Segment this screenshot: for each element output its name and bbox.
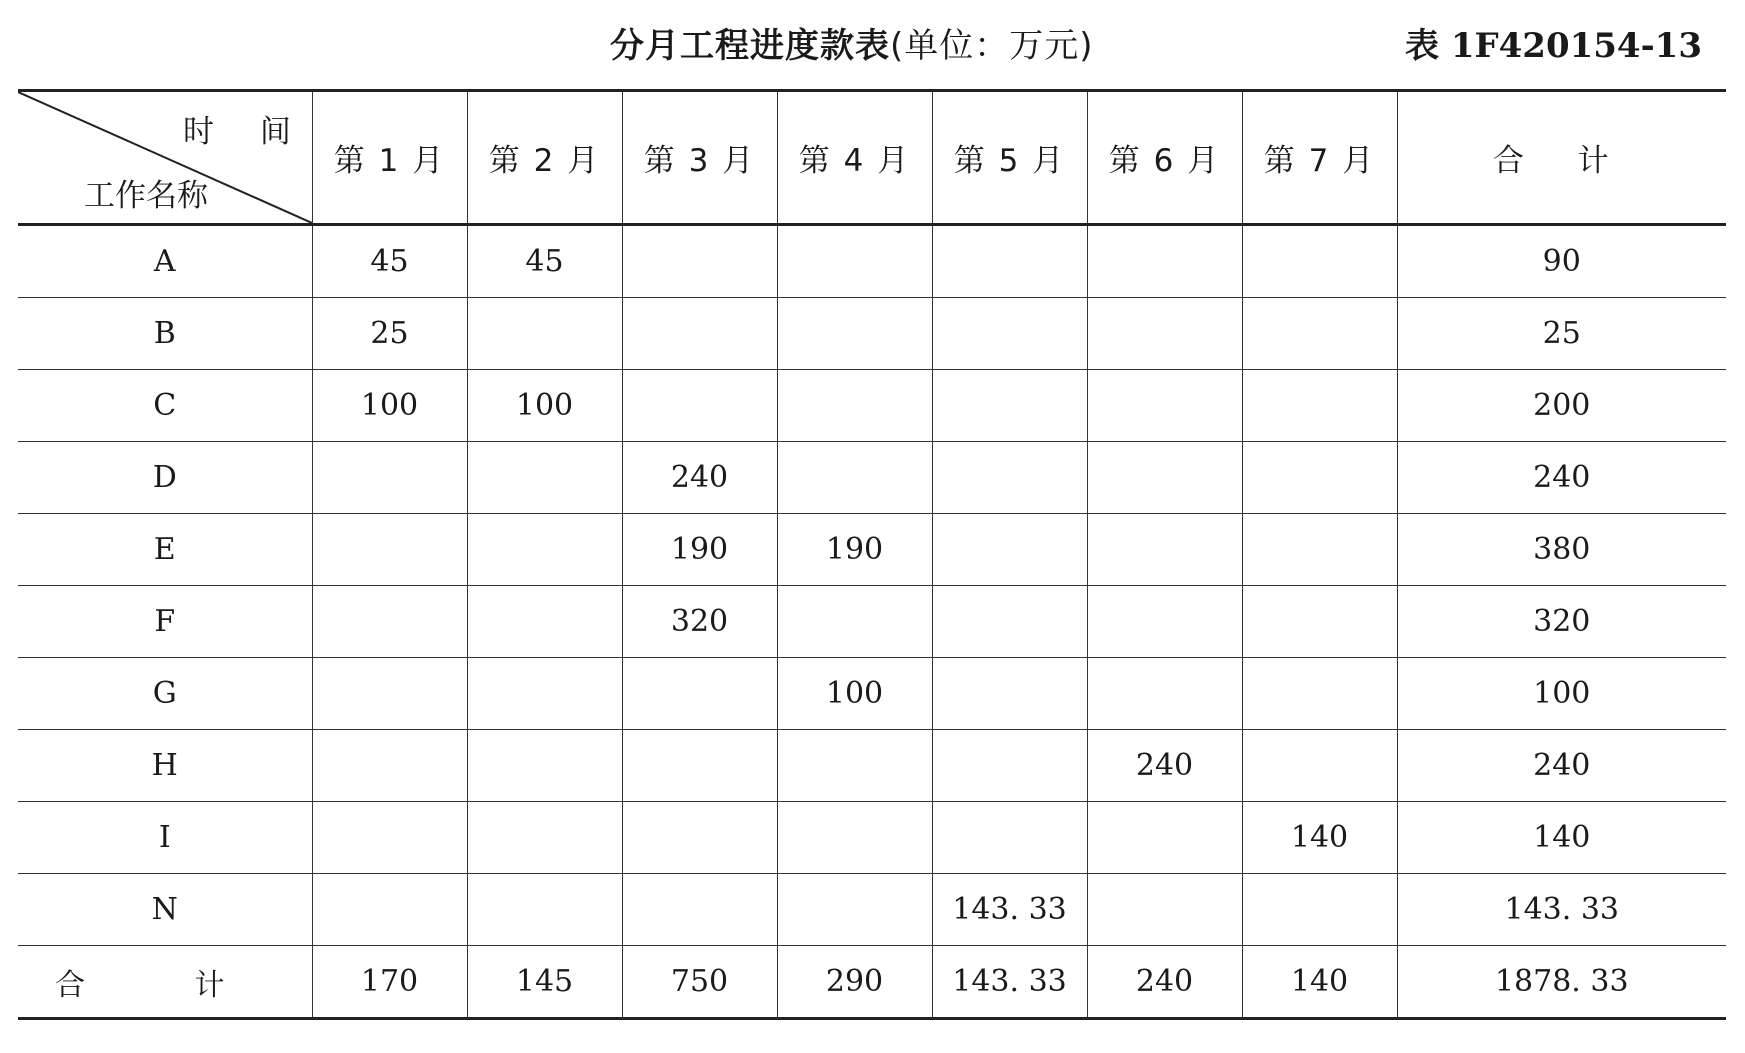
row-total-cell: 90 [1397, 225, 1726, 298]
amount-cell [1242, 225, 1397, 298]
amount-cell [932, 586, 1087, 658]
amount-cell [467, 802, 622, 874]
amount-cell: 320 [622, 586, 777, 658]
work-name-cell: B [18, 298, 312, 370]
amount-cell: 240 [1087, 730, 1242, 802]
row-total-cell: 25 [1397, 298, 1726, 370]
header-month-3: 第 3 月 [622, 91, 777, 225]
amount-cell [777, 586, 932, 658]
amount-cell [1242, 730, 1397, 802]
amount-cell: 190 [622, 514, 777, 586]
work-name-cell: I [18, 802, 312, 874]
amount-cell [932, 730, 1087, 802]
amount-cell [467, 874, 622, 946]
amount-cell [312, 730, 467, 802]
corner-label-time: 时 间 [183, 114, 309, 150]
amount-cell [1242, 658, 1397, 730]
amount-cell [1242, 874, 1397, 946]
header-month-2: 第 2 月 [467, 91, 622, 225]
amount-cell: 140 [1242, 802, 1397, 874]
table-row [18, 442, 1726, 514]
table-unit: (单位：万元) [890, 26, 1094, 66]
row-total-cell: 240 [1397, 730, 1726, 802]
table-row [18, 298, 1726, 370]
amount-cell: 100 [467, 370, 622, 442]
table-row [18, 514, 1726, 586]
row-total-cell: 320 [1397, 586, 1726, 658]
amount-cell [1087, 658, 1242, 730]
table-caption [0, 14, 1745, 74]
amount-cell [622, 658, 777, 730]
table-title-text: 分月工程进度款表 [610, 26, 890, 66]
monthly-total-cell: 240 [1087, 946, 1242, 1019]
header-month-7: 第 7 月 [1242, 91, 1397, 225]
row-total-cell: 100 [1397, 658, 1726, 730]
table-row [18, 658, 1726, 730]
amount-cell [1242, 370, 1397, 442]
amount-cell [622, 874, 777, 946]
amount-cell: 45 [467, 225, 622, 298]
work-name-cell: F [18, 586, 312, 658]
amount-cell [932, 514, 1087, 586]
amount-cell [1242, 298, 1397, 370]
amount-cell [1087, 298, 1242, 370]
amount-cell [467, 298, 622, 370]
amount-cell [1087, 586, 1242, 658]
amount-cell [1087, 874, 1242, 946]
work-name-cell: N [18, 874, 312, 946]
amount-cell [1087, 225, 1242, 298]
totals-row [18, 946, 1726, 1019]
monthly-total-cell: 143. 33 [932, 946, 1087, 1019]
header-month-6: 第 6 月 [1087, 91, 1242, 225]
amount-cell [312, 442, 467, 514]
table-row [18, 225, 1726, 298]
row-total-cell: 143. 33 [1397, 874, 1726, 946]
progress-payment-table [18, 89, 1726, 1020]
row-total-cell: 200 [1397, 370, 1726, 442]
amount-cell [467, 730, 622, 802]
header-month-5: 第 5 月 [932, 91, 1087, 225]
monthly-total-cell: 145 [467, 946, 622, 1019]
amount-cell [312, 802, 467, 874]
corner-label-work-name: 工作名称 [84, 178, 208, 214]
amount-cell [622, 730, 777, 802]
row-total-cell: 380 [1397, 514, 1726, 586]
amount-cell: 240 [622, 442, 777, 514]
work-name-cell: D [18, 442, 312, 514]
amount-cell [932, 370, 1087, 442]
amount-cell [1087, 370, 1242, 442]
amount-cell: 190 [777, 514, 932, 586]
row-total-cell: 140 [1397, 802, 1726, 874]
amount-cell [777, 874, 932, 946]
header-month-1: 第 1 月 [312, 91, 467, 225]
amount-cell [312, 514, 467, 586]
grand-total-cell: 1878. 33 [1397, 946, 1726, 1019]
amount-cell [622, 802, 777, 874]
amount-cell [777, 442, 932, 514]
amount-cell [467, 658, 622, 730]
amount-cell [622, 225, 777, 298]
amount-cell [467, 442, 622, 514]
amount-cell [777, 370, 932, 442]
work-name-cell: E [18, 514, 312, 586]
table-row [18, 802, 1726, 874]
work-name-cell: H [18, 730, 312, 802]
table-row [18, 586, 1726, 658]
amount-cell [932, 658, 1087, 730]
monthly-total-cell: 750 [622, 946, 777, 1019]
amount-cell [932, 225, 1087, 298]
amount-cell [1242, 442, 1397, 514]
header-month-4: 第 4 月 [777, 91, 932, 225]
table-title [610, 18, 1094, 67]
amount-cell [777, 802, 932, 874]
amount-cell: 143. 33 [932, 874, 1087, 946]
work-name-cell: C [18, 370, 312, 442]
header-total: 合 计 [1397, 91, 1726, 225]
table-row [18, 874, 1726, 946]
amount-cell: 100 [777, 658, 932, 730]
monthly-total-cell: 290 [777, 946, 932, 1019]
totals-row-label: 合 计 [18, 946, 312, 1019]
amount-cell [777, 225, 932, 298]
amount-cell [467, 586, 622, 658]
monthly-total-cell: 140 [1242, 946, 1397, 1019]
amount-cell [1087, 442, 1242, 514]
table-row [18, 370, 1726, 442]
table-row [18, 730, 1726, 802]
amount-cell [467, 514, 622, 586]
amount-cell [622, 370, 777, 442]
amount-cell [312, 874, 467, 946]
amount-cell: 45 [312, 225, 467, 298]
amount-cell [1087, 802, 1242, 874]
amount-cell [932, 442, 1087, 514]
row-total-cell: 240 [1397, 442, 1726, 514]
amount-cell [1242, 586, 1397, 658]
amount-cell [932, 802, 1087, 874]
work-name-cell: A [18, 225, 312, 298]
amount-cell [312, 658, 467, 730]
amount-cell [312, 586, 467, 658]
amount-cell [777, 730, 932, 802]
amount-cell [777, 298, 932, 370]
amount-cell: 25 [312, 298, 467, 370]
table-number: 表 1F420154-13 [1405, 26, 1703, 66]
work-name-cell: G [18, 658, 312, 730]
amount-cell: 100 [312, 370, 467, 442]
amount-cell [1242, 514, 1397, 586]
amount-cell [1087, 514, 1242, 586]
header-row [18, 91, 1726, 225]
monthly-total-cell: 170 [312, 946, 467, 1019]
corner-header-cell [18, 91, 312, 225]
amount-cell [622, 298, 777, 370]
amount-cell [932, 298, 1087, 370]
